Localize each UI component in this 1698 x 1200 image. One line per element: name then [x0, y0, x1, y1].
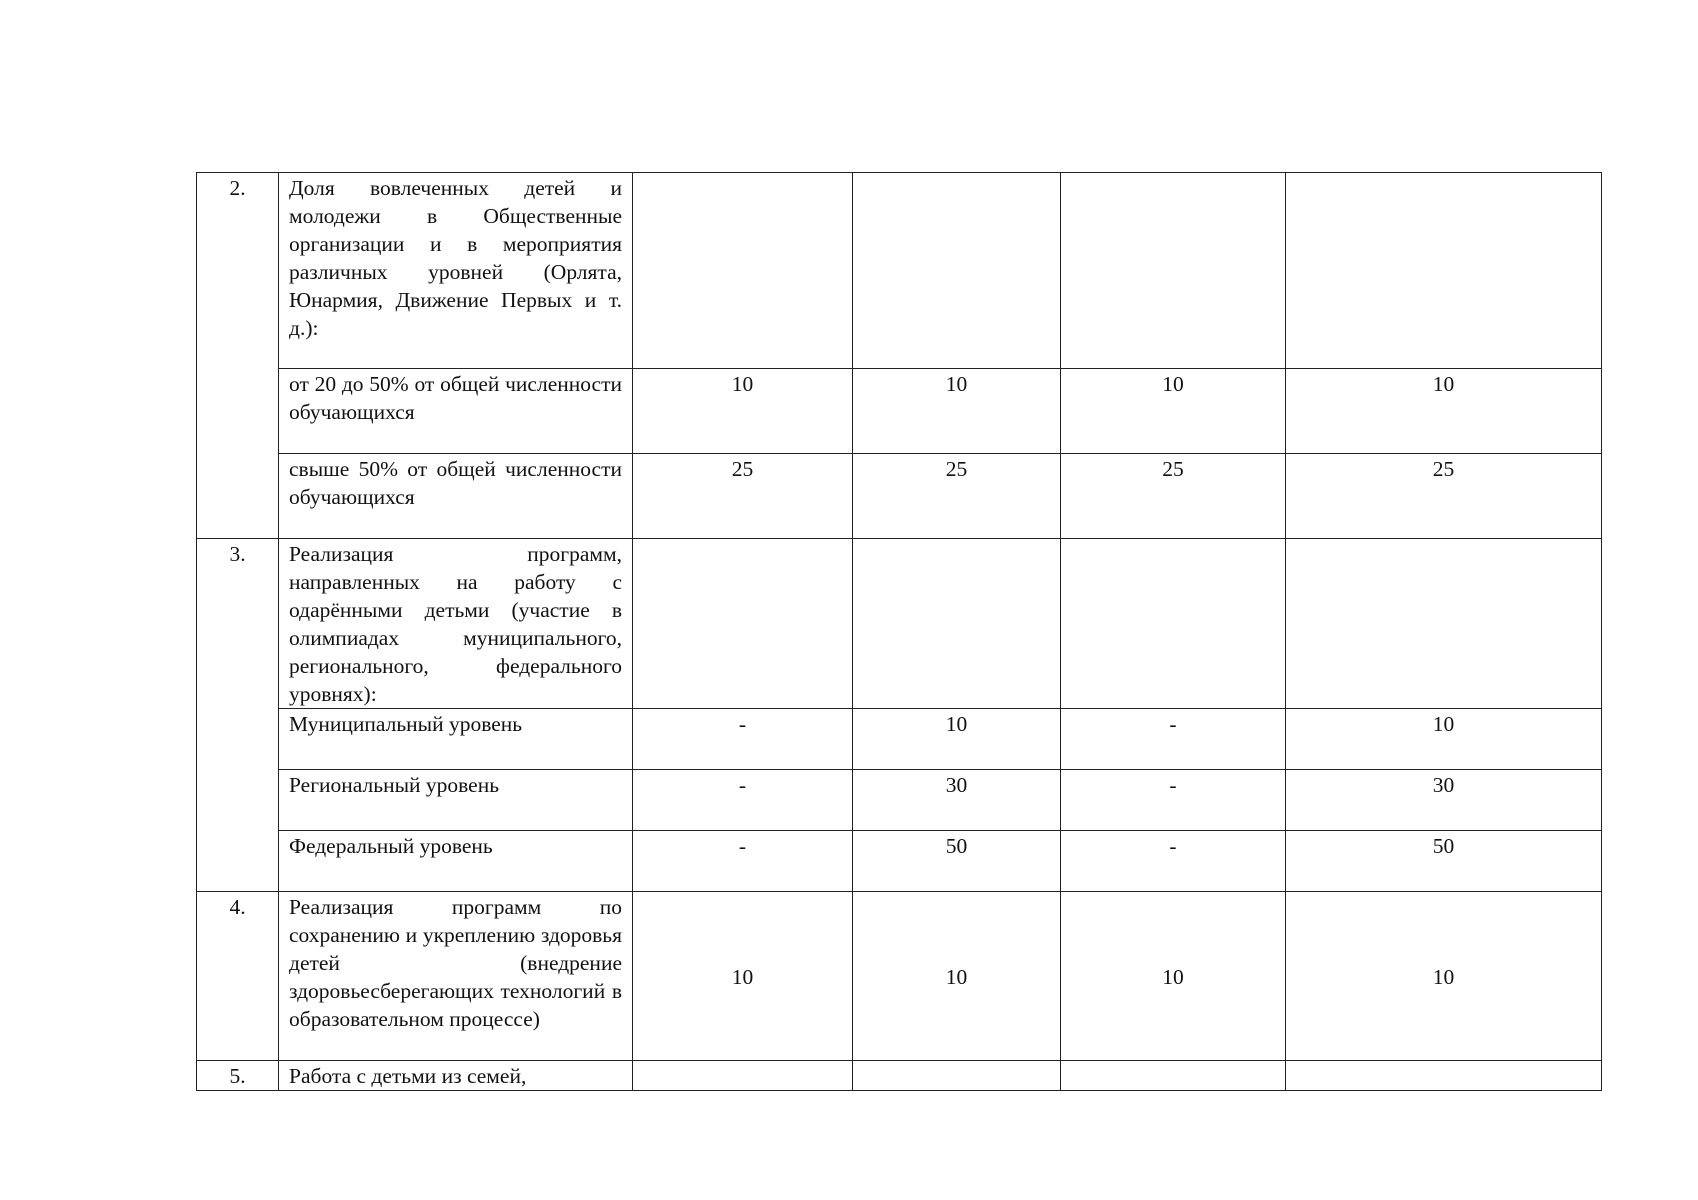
value-cell: 30 [853, 770, 1061, 831]
value-cell: 30 [1286, 770, 1602, 831]
value-cell: 10 [633, 369, 853, 454]
criterion-text: Доля вовлеченных детей и молодежи в Общественные организации и в мероприятия различных уровней (Орлята, Юнармия, Движение Первых и т. д.): [279, 173, 633, 369]
value-cell [1286, 1061, 1602, 1091]
value-cell: - [1061, 831, 1286, 892]
value-cell: 10 [1061, 369, 1286, 454]
table-row [197, 539, 1602, 709]
criterion-text: Федеральный уровень [279, 831, 633, 892]
value-cell [853, 1061, 1061, 1091]
value-cell [1286, 539, 1602, 709]
value-cell: - [1061, 770, 1286, 831]
value-cell: - [633, 709, 853, 770]
criteria-table [196, 172, 1602, 1091]
value-cell [1061, 173, 1286, 369]
value-cell: 25 [1286, 454, 1602, 539]
value-cell: - [1061, 709, 1286, 770]
value-cell: 25 [853, 454, 1061, 539]
criterion-text: свыше 50% от общей численности обучающихся [279, 454, 633, 539]
value-cell [853, 173, 1061, 369]
value-cell [1061, 539, 1286, 709]
value-cell [853, 539, 1061, 709]
value-cell: 10 [1286, 369, 1602, 454]
table-row [197, 173, 1602, 369]
value-cell: 50 [1286, 831, 1602, 892]
criterion-text: Реализация программ по сохранению и укреплению здоровья детей (внедрение здоровьесберегающих технологий в образовательном процессе) [279, 892, 633, 1061]
table-row [197, 709, 1602, 770]
value-cell: 10 [853, 369, 1061, 454]
value-cell: - [633, 831, 853, 892]
row-number: 3. [197, 539, 279, 892]
table-row [197, 369, 1602, 454]
criterion-text: от 20 до 50% от общей численности обучающихся [279, 369, 633, 454]
table-row [197, 454, 1602, 539]
value-cell: 10 [853, 709, 1061, 770]
criterion-text: Реализация программ, направленных на работу с одарёнными детьми (участие в олимпиадах муниципального, регионального, федерального уровнях): [279, 539, 633, 709]
value-cell: 50 [853, 831, 1061, 892]
value-cell: 25 [1061, 454, 1286, 539]
value-cell: 10 [1286, 892, 1602, 1061]
criterion-text: Работа с детьми из семей, [279, 1061, 633, 1091]
table-row [197, 892, 1602, 1061]
value-cell [633, 539, 853, 709]
value-cell: 10 [853, 892, 1061, 1061]
table-row [197, 831, 1602, 892]
table-row [197, 770, 1602, 831]
criterion-text: Муниципальный уровень [279, 709, 633, 770]
row-number: 2. [197, 173, 279, 539]
value-cell [1286, 173, 1602, 369]
value-cell: - [633, 770, 853, 831]
value-cell [633, 1061, 853, 1091]
row-number: 5. [197, 1061, 279, 1091]
value-cell: 10 [1286, 709, 1602, 770]
value-cell [1061, 1061, 1286, 1091]
row-number: 4. [197, 892, 279, 1061]
value-cell: 25 [633, 454, 853, 539]
criterion-text: Региональный уровень [279, 770, 633, 831]
value-cell: 10 [633, 892, 853, 1061]
value-cell [633, 173, 853, 369]
value-cell: 10 [1061, 892, 1286, 1061]
table-row [197, 1061, 1602, 1091]
